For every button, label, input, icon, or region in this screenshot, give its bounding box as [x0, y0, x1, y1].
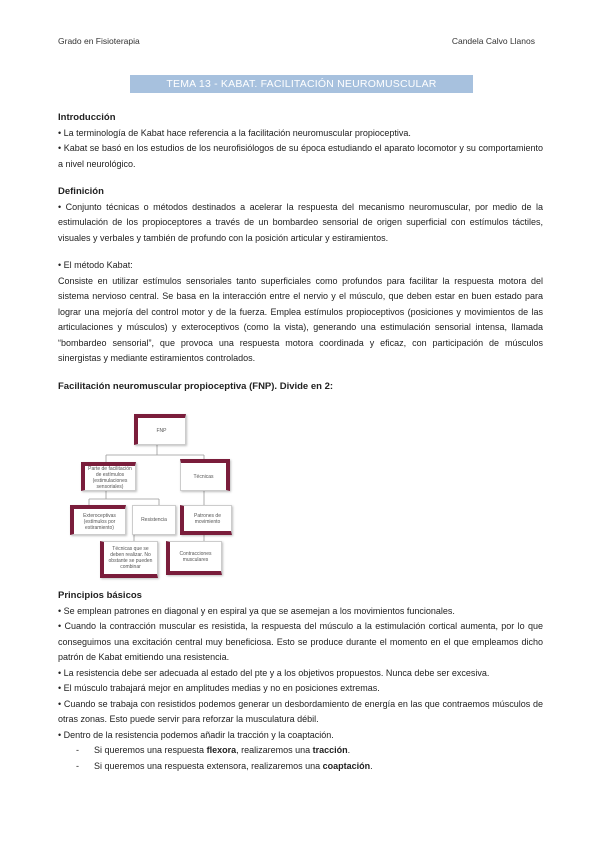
- fnp-heading: Facilitación neuromuscular propioceptiva (FNP). Divide en 2:: [58, 380, 334, 392]
- diagram-node-resistance: Resistencia: [132, 505, 176, 535]
- diagram-node-techniques: Técnicas: [180, 459, 230, 491]
- principles-section: [58, 588, 543, 774]
- header-left: Grado en Fisioterapia: [58, 36, 140, 46]
- header-right: Candela Calvo Llanos: [451, 36, 535, 46]
- principle-item: • El músculo trabajará mejor en amplitudes medias y no en posiciones extremas.: [58, 683, 380, 693]
- method-text: Consiste en utilizar estímulos sensoriales tanto superficiales como profundos para facilitar la respuesta motora del sistema nervioso central. Se basa en la interacción entre el nervio y el músculo, que deben estar en buen estado para lograr una mejoría del control motor y de la fuerza. Emplea estímulos propioceptivos (posiciones y movimientos de las articulaciones y músculos) y exteroceptivos (como la vista), generando una estimulación sensorial intensa, llamada “bombardeo sensorial”, que provoca una respuesta motora coordinada y eficaz, con participación de músculos sinergistas y mediante estiramientos controlados.: [58, 275, 543, 363]
- intro-item: • Kabat se basó en los estudios de los neurofisiólogos de su época estudiando el aparato locomotor y su comportamiento a nivel neurológico.: [58, 143, 543, 169]
- sub-item-coaptation: - Si queremos una respuesta extensora, realizaremos una coaptación.: [58, 759, 543, 775]
- definition-heading: Definición: [58, 186, 104, 197]
- principle-item: • Cuando la contracción muscular es resistida, la respuesta del músculo a la estimulación cortical aumenta, por lo que conseguimos una excitación central muy beneficiosa. Esto se produce durante el momento en el que empleamos dicho patrón de Kabat emitiendo una resistencia.: [58, 621, 543, 662]
- fnp-diagram: [64, 407, 234, 579]
- principle-item: • Dentro de la resistencia podemos añadir la tracción y la coaptación.: [58, 729, 334, 740]
- method-label: • El método Kabat:: [58, 260, 133, 270]
- principles-heading: Principios básicos: [58, 590, 142, 601]
- principle-item: • Cuando se trabaja con resistidos podemos generar un desbordamiento de energía en las que contraemos músculos de otras zonas. Esto puede servir para reforzar la musculatura débil.: [58, 698, 543, 724]
- sub-item-dash: -: [76, 760, 79, 771]
- definition-item: • Conjunto técnicas o métodos destinados a acelerar la respuesta del mecanismo neuromuscular, por medio de la estimulación de los propioceptores a través de un bombardeo sensorial de origen superficial con estímulos táctiles, visuales y verbales y también de profundo con la posición articular y estiramientos.: [58, 201, 543, 243]
- intro-item: • La terminología de Kabat hace referencia a la facilitación neuromuscular propioceptiva.: [58, 127, 411, 138]
- principle-item: • La resistencia debe ser adecuada al estado del pte y a los objetivos propuestos. Nunca debe ser excesiva.: [58, 667, 490, 678]
- diagram-node-contractions: Contracciones musculares: [166, 541, 222, 575]
- diagram-node-facilitation: Parte de facilitación de estímulos (estimulaciones sensoriales): [81, 462, 136, 491]
- diagram-node-exteroceptive: Exteroceptivas (estímulos por estiramiento): [70, 505, 126, 535]
- diagram-node-combine: Técnicas que se deben realizar. No obstante se pueden combinar: [100, 541, 158, 578]
- diagram-node-root: FNP: [134, 414, 186, 445]
- document-title: TEMA 13 - KABAT. FACILITACIÓN NEUROMUSCULAR PROPIOCEPTIVA: [130, 75, 473, 93]
- sub-item-dash: -: [76, 745, 79, 755]
- principle-item: • Se emplean patrones en diagonal y en espiral ya que se asemejan a los movimientos funcionales.: [58, 605, 455, 616]
- sub-item-traction: - Si queremos una respuesta flexora, realizaremos una tracción.: [58, 743, 543, 759]
- diagram-node-patterns: Patrones de movimiento: [180, 505, 232, 535]
- intro-heading: Introducción: [58, 112, 116, 123]
- document-body: [58, 110, 543, 394]
